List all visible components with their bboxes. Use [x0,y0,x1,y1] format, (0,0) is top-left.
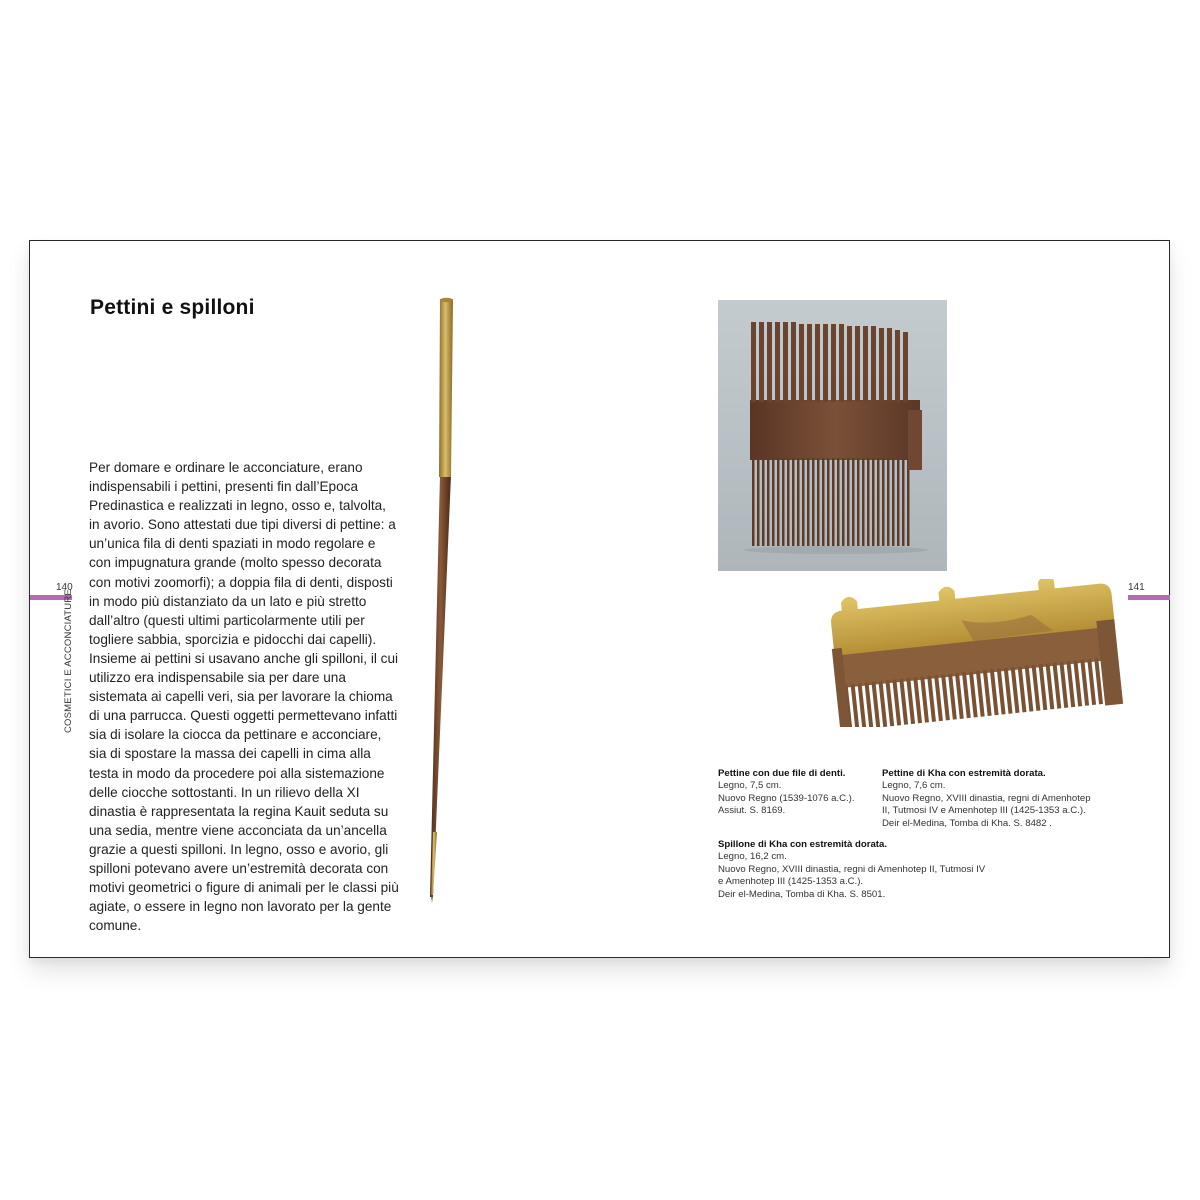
book-spread [29,240,1170,958]
caption-hairpin [718,839,1018,901]
caption-line: Deir el-Medina, Tomba di Kha. S. 8482 . [882,817,1052,829]
caption-title: Spillone di Kha con estremità dorata. [718,839,887,850]
caption-line: e Amenhotep III (1425-1353 a.C.). [718,876,864,888]
double-comb-illustration [718,300,947,571]
section-label: COSMETICI E ACCONCIATURE [63,589,74,733]
page-number-right: 141 [1128,582,1145,593]
caption-double-comb [718,768,878,818]
caption-line: Nuovo Regno (1539-1076 a.C.). [718,792,855,804]
caption-line: Legno, 7,6 cm. [882,780,946,792]
page-number-left: 140 [56,582,73,593]
caption-line: Nuovo Regno, XVIII dinastia, regni di Amenhotep II, Tutmosi IV [718,863,986,875]
caption-title: Pettine con due file di denti. [718,768,846,779]
caption-line: Assiut. S. 8169. [718,805,786,817]
caption-line: II, Tutmosi IV e Amenhotep III (1425-1353 a.C.). [882,805,1086,817]
hairpin-photo [410,297,460,905]
gold-comb-photo [825,579,1125,727]
body-text: Per domare e ordinare le acconciature, erano indispensabili i pettini, presenti fin dall’Epoca Predinastica e realizzati in legno, osso e, talvolta, in avorio. Sono attestati due tipi diversi di pettine: a un’unica fila di denti spaziati in modo regolare e con impugnatura grande (molto spesso decorata con motivi zoomorfi); a doppia fila di denti, disposti in modo più distanziato da un lato e più stretto dall’altro (questi ultimi particolarmente utili per togliere sabbia, sporcizia e pidocchi dai capelli). Insieme ai pettini si usavano anche gli spilloni, il cui utilizzo era indispensabile sia per dare una sistemata ai capelli veri, sia per lavorare la chioma di una parrucca. Questi oggetti permettevano infatti sia di isolare la ciocca da pettinare e acconciare, sia di spostare la massa dei capelli in cima alla testa in modo da procedere poi alla sistemazione delle ciocche sottostanti. In un rilievo della XI dinastia è rappresentata la regina Kauit seduta su una sedia, mentre viene acconciata da un’ancella grazie a questi spilloni. In legno, osso e avorio, gli spilloni potevano avere un’estremità decorata con motivi geometrici o figure di animali per le classi più agiate, o essere in legno non lavorato per la gente comune. [89,460,399,934]
double-comb-photo [718,300,947,571]
caption-line: Nuovo Regno, XVIII dinastia, regni di Amenhotep [882,792,1091,804]
caption-gold-comb [882,768,1117,830]
section-tab-right [1128,595,1170,600]
caption-line: Deir el-Medina, Tomba di Kha. S. 8501. [718,888,886,900]
page-title: Pettini e spilloni [90,296,255,319]
caption-line: Legno, 16,2 cm. [718,851,787,863]
caption-title: Pettine di Kha con estremità dorata. [882,768,1046,779]
caption-line: Legno, 7,5 cm. [718,780,782,792]
